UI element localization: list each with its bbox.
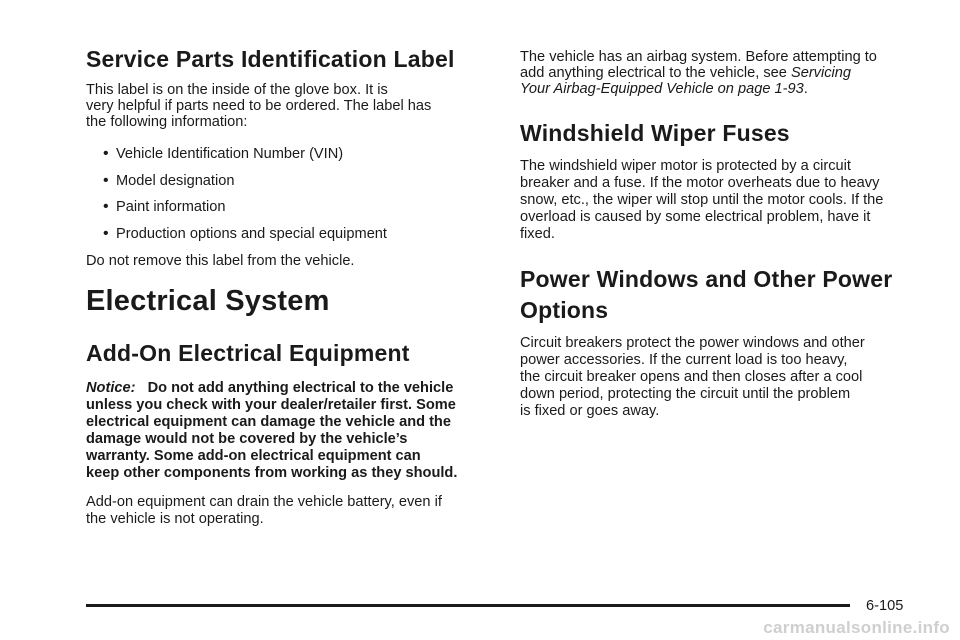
- wiper-line-4: overload is caused by some electrical problem, have it: [520, 209, 871, 225]
- notice-line-1: Notice: Do not add anything electrical to the vehicle: [86, 380, 454, 396]
- electrical-system-heading: Electrical System: [86, 285, 330, 317]
- power-line-4: down period, protecting the circuit until the problem: [520, 386, 851, 402]
- footer-divider: [86, 604, 850, 607]
- service-parts-heading: Service Parts Identification Label: [86, 46, 455, 72]
- wiper-line-1: The windshield wiper motor is protected by a circuit: [520, 158, 851, 174]
- service-intro-line-1: This label is on the inside of the glove box. It is: [86, 82, 388, 98]
- notice-line-3: electrical equipment can damage the vehicle and the: [86, 414, 451, 430]
- service-intro-line-2: very helpful if parts need to be ordered. The label has: [86, 98, 432, 114]
- power-line-3: the circuit breaker opens and then closes after a cool: [520, 369, 863, 385]
- bullet-icon: •: [103, 145, 109, 162]
- notice-line-4: damage would not be covered by the vehicle’s: [86, 431, 408, 447]
- do-not-remove-text: Do not remove this label from the vehicle.: [86, 253, 355, 269]
- notice-label: Notice:: [86, 380, 136, 396]
- page-number: 6-105: [866, 598, 904, 614]
- addon-equipment-heading: Add-On Electrical Equipment: [86, 340, 410, 366]
- wiper-fuses-heading: Windshield Wiper Fuses: [520, 120, 790, 146]
- bullet-icon: •: [103, 198, 109, 215]
- notice-line-5: warranty. Some add-on electrical equipment can: [86, 448, 421, 464]
- bullet-icon: •: [103, 225, 109, 242]
- wiper-line-3: snow, etc., the wiper will stop until the motor cools. If the: [520, 192, 884, 208]
- airbag-line-2: add anything electrical to the vehicle, see Servicing: [520, 65, 851, 81]
- power-line-5: is fixed or goes away.: [520, 403, 660, 419]
- service-intro-line-3: the following information:: [86, 114, 248, 130]
- airbag-reference-link-part1[interactable]: Servicing: [790, 65, 851, 81]
- addon-drain-line-1: Add-on equipment can drain the vehicle battery, even if: [86, 494, 442, 510]
- wiper-line-5: fixed.: [520, 226, 555, 242]
- power-line-1: Circuit breakers protect the power windows and other: [520, 335, 865, 351]
- notice-line-2: unless you check with your dealer/retailer first. Some: [86, 397, 456, 413]
- bullet-icon: •: [103, 172, 109, 189]
- power-line-2: power accessories. If the current load is too heavy,: [520, 352, 848, 368]
- notice-line-6: keep other components from working as they should.: [86, 465, 458, 481]
- addon-drain-line-2: the vehicle is not operating.: [86, 511, 264, 527]
- power-windows-heading-line-1: Power Windows and Other Power: [520, 266, 893, 292]
- airbag-line-3: Your Airbag-Equipped Vehicle on page 1-93.: [520, 81, 808, 97]
- airbag-line-1: The vehicle has an airbag system. Before attempting to: [520, 49, 877, 65]
- wiper-line-2: breaker and a fuse. If the motor overheats due to heavy: [520, 175, 880, 191]
- watermark: carmanualsonline.info: [763, 618, 950, 637]
- power-windows-heading-line-2: Options: [520, 297, 609, 323]
- airbag-reference-link-part2[interactable]: Your Airbag-Equipped Vehicle on page 1-93: [520, 81, 804, 97]
